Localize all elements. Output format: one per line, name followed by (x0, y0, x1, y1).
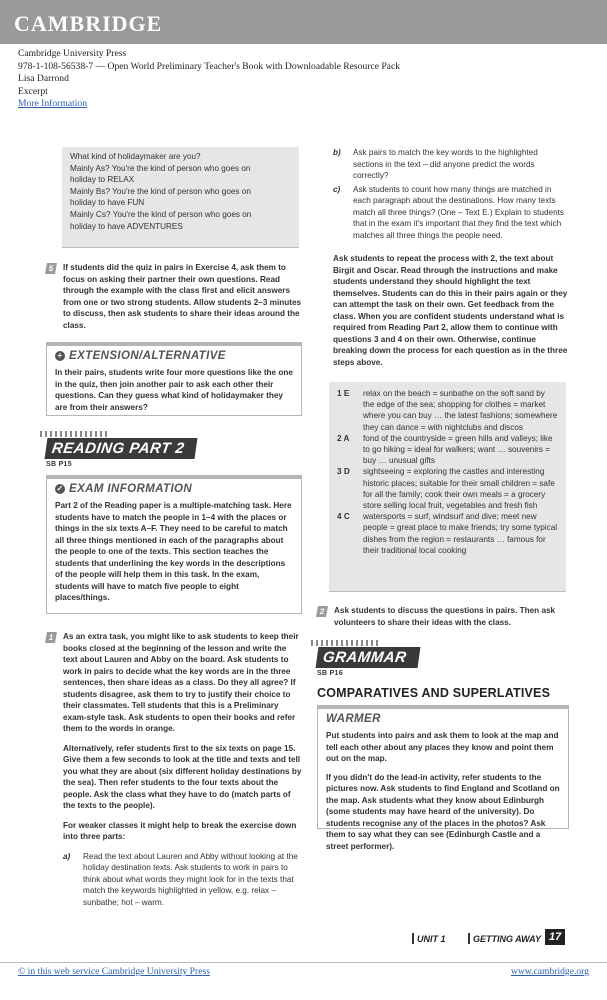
cambridge-site-link[interactable]: www.cambridge.org (510, 966, 589, 977)
cambridge-logo: CAMBRIDGE (14, 11, 163, 36)
divider-bar (468, 933, 470, 944)
quiz-line: holiday to RELAX (70, 175, 135, 185)
more-information-link[interactable]: More Information (18, 98, 88, 109)
warmer-panel (317, 705, 569, 851)
warmer-title: WARMER (326, 713, 381, 725)
step-1-para-1: As an extra task, you might like to ask students to keep their books closed at the beginning of the lesson and write the text about Lauren and Abby on the board. Ask students to work in pairs to decide what the key words are in the three sentences, then share ideas as a class. Do they all agree? If students disagree, ask them to try to justify their choice to their classmates. Tell students that this is a Preliminary exam-style task. Ask students to open their books and refer them to the words in orange. (63, 632, 299, 733)
quiz-line: holiday to have ADVENTURES (70, 221, 183, 231)
item-label: a) (63, 851, 71, 861)
step-1-para-2: Alternatively, refer students first to the six texts on page 15. Give them a few seconds to look at the title and texts and tell you what they are about (six different holiday destinations by the sea). Then refer students to the four texts about the people. Ask the class what they have to do (match parts of the texts to the people). (63, 743, 302, 810)
unit-number: UNIT 1 (417, 934, 446, 944)
unit-title-tag (468, 933, 541, 944)
step-number: 2 (316, 606, 328, 617)
plus-circle-icon: + (55, 351, 65, 361)
step-number: 1 (45, 632, 57, 643)
step-5-text: If students did the quiz in pairs in Exercise 4, ask them to focus on asking their partner their own questions. Read through the example with the class first and elicit answers from one or two strong students. Allow students 2–3 minutes to discuss, then ask students to share their ideas around the class. (63, 263, 302, 330)
list-item-c (333, 184, 569, 242)
answer-item (337, 511, 558, 556)
extension-title: EXTENSION/ALTERNATIVE (69, 350, 226, 362)
extension-text: In their pairs, students write four more questions like the one in the quiz, then join another pair to ask each other their questions. Can they guess what kind of holidaymaker they are from their answers? (55, 368, 293, 412)
extension-panel (46, 342, 302, 416)
item-text: Ask pairs to match the key words to the highlighted sections in the text – did anyone predict the words correctly? (353, 148, 538, 180)
student-book-page: SB P15 (46, 461, 72, 468)
quiz-result-box (62, 147, 299, 248)
step-1 (46, 631, 302, 910)
exam-information-panel (46, 475, 302, 614)
copyright-link[interactable]: © in this web service Cambridge University Press (18, 966, 210, 977)
answer-item (337, 433, 558, 467)
comparatives-title: COMPARATIVES AND SUPERLATIVES (317, 686, 551, 700)
unit-title: GETTING AWAY (473, 934, 542, 944)
item-label: b) (333, 148, 341, 157)
answer-text: relax on the beach = sunbathe on the soft sand by the edge of the sea; shopping for clothes = market where you can buy … the latest fashions; somewhere they can dance = with nightclubs and discos (363, 389, 558, 432)
list-item-a (63, 851, 302, 909)
step-2-text: Ask students to discuss the questions in pairs. Then ask volunteers to share their ideas with the class. (334, 606, 556, 627)
heading-stripes (40, 431, 110, 437)
item-text: Ask students to count how many things are matched in each paragraph about the destinations. How many texts match all three things? (One – Text E.) Explain to students that in the exam it's important that they find the text which matches all three things the people need. (353, 184, 565, 240)
reading-title: READING PART 2 (45, 438, 198, 459)
answer-key: 2 A (337, 433, 350, 443)
footer-divider (0, 962, 607, 963)
list-item-b (333, 147, 569, 182)
author: Lisa Darrond (18, 73, 69, 84)
excerpt-label: Excerpt (18, 85, 48, 97)
page-number: 17 (545, 929, 565, 945)
answer-text: sightseeing = exploring the castles and interesting historic places; suitable for their small children = safe for all the family; cook their own meals = a grocery store selling local fruit, vegetables and fresh fish (363, 467, 555, 511)
repeat-process-paragraph: Ask students to repeat the process with 2, the text about Birgit and Oscar. Read through the instructions and make students understand they should highlight the text themselves. Students can do this in their pairs again or they can attempt the task on their own. Get feedback from the class. When you are confident students understand what is required from Reading Part 2, allow them to continue with questions 3 and 4 on their own. Otherwise, continue breaking down the process for each question as in the three steps above. (333, 254, 568, 367)
exam-title: EXAM INFORMATION (69, 483, 193, 495)
quiz-line: Mainly Cs? You're the kind of person who goes on (70, 209, 252, 219)
unit-tag (412, 933, 446, 944)
divider-bar (412, 933, 414, 944)
publisher: Cambridge University Press (18, 48, 127, 59)
isbn-title: 978-1-108-56538-7 — Open World Preliminary Teacher's Book with Downloadable Resource Pack (18, 60, 400, 72)
reading-part-2-heading (46, 438, 196, 468)
step-number: 5 (45, 263, 57, 274)
student-book-page: SB P16 (317, 670, 343, 677)
quiz-line: Mainly Bs? You're the kind of person who goes on (70, 186, 251, 196)
step-2 (317, 605, 569, 636)
warmer-para-2: If you didn't do the lead-in activity, refer students to the pictures now. Ask students to find England and Scotland on the map. Ask students what they know about Edinburgh (some students may have heard of the university). Do students recognise any of the places in the photos? Ask them to say what they can see (Edinburgh Castle and a street performer). (326, 772, 560, 851)
book-metadata (18, 48, 400, 111)
cambridge-header-bar (0, 0, 607, 44)
step-5 (46, 262, 302, 339)
item-text: Read the text about Lauren and Abby without looking at the holiday destination texts. Ask students to work in pairs to think about what words they might look for in the texts that match the keywords highlighted in yellow, e.g. relax – sunbathe; hot – warm. (83, 851, 298, 907)
grammar-heading (317, 647, 419, 677)
warmer-para-1: Put students into pairs and ask them to look at the map and tell each other about any places they know and point them out on the map. (326, 731, 559, 763)
answer-text: watersports = surf, windsurf and dive; meet new people = great place to make friends; try some typical dishes from the region = restaurants … famous for their traditional local cooking (363, 512, 558, 555)
item-label: c) (333, 184, 341, 194)
answer-text: fond of the countryside = green hills and valleys; like to go hiking = ideal for walkers; want … souvenirs = buy … unusual gifts (363, 433, 553, 466)
grammar-title: GRAMMAR (316, 647, 420, 668)
answer-item (337, 388, 558, 433)
step-1-para-3: For weaker classes it might help to break the exercise down into three parts: (63, 820, 297, 841)
heading-stripes (311, 640, 381, 646)
answer-key-box (329, 382, 566, 592)
answer-item (337, 466, 558, 511)
answer-key: 4 C (337, 512, 350, 522)
answer-key: 3 D (337, 467, 350, 477)
quiz-line: Mainly As? You're the kind of person who goes on (70, 163, 251, 173)
quiz-line: holiday to have FUN (70, 198, 145, 208)
steps-bc-list (333, 147, 569, 243)
exam-text: Part 2 of the Reading paper is a multiple-matching task. Here students have to match the people in 1–4 with the places or things in the six texts A–F. They need to be careful to match all three things mentioned in each of the paragraphs about the people to one of the texts. This section teaches the students that underlining the key words in the descriptions of the people will help them in this task. In the exam, students will have to match five people to eight places/things. (55, 501, 292, 602)
quiz-line: What kind of holidaymaker are you? (70, 152, 201, 161)
answer-key: 1 E (337, 389, 350, 398)
check-circle-icon: ✓ (56, 484, 64, 493)
